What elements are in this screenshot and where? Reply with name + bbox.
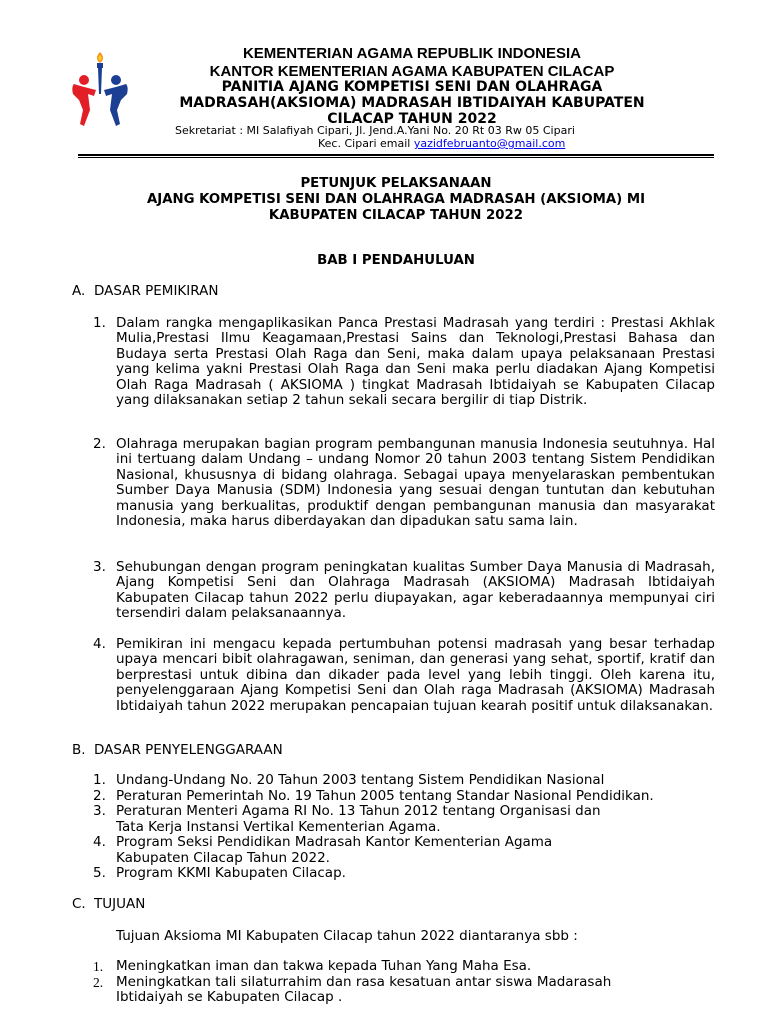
header-divider-thick [78,154,714,156]
list-number: 2. [93,436,106,452]
doc-title: PETUNJUK PELAKSANAAN [300,176,492,191]
section-c-heading [72,897,145,912]
list-number: 4. [93,636,106,652]
section-title: DASAR PEMIKIRAN [94,283,219,299]
letterhead-committee: PANITIA AJANG KOMPETISI SENI DAN OLAHRAGA [221,79,603,95]
list-number: 5. [93,865,106,881]
section-title: TUJUAN [94,896,146,912]
list-number: 2. [93,788,106,804]
list-number: 1. [93,315,106,331]
letterhead-contact [318,137,565,150]
paragraph: Dalam rangka mengaplikasikan Panca Prestasi Madrasah yang terdiri : Prestasi Akhlak Mulia,Prestasi Ilmu Keagamaan,Prestasi Sains dan Teknologi,Prestasi Bahasa dan Budaya serta Prestasi Olah Raga dan Seni, maka dalam upaya pelaksanaan Prestasi yang kelima yakni Prestasi Olah Raga dan Seni maka perlu diadakan Ajang Kompetisi Olah Raga Madrasah ( AKSIOMA ) tingkat Madrasah Ibtidaiyah se Kabupaten Cilacap yang dilaksanakan setiap 2 tahun sekali secara bergilir di tiap Distrik. [116,315,715,409]
logo-emblem [70,50,130,126]
list-number: 3. [93,803,106,819]
list-item-continued: Ibtidaiyah se Kabupaten Cilacap . [116,989,343,1005]
chapter-heading: BAB I PENDAHULUAN [317,253,475,268]
paragraph: Sehubungan dengan program peningkatan kualitas Sumber Daya Manusia di Madrasah, Ajang Kompetisi Seni dan Olahraga Madrasah (AKSIOMA) Madrasah Ibtidaiyah Kabupaten Cilacap tahun 2022 perlu diupayakan, agar keberadaannya mempunyai ciri tersendiri dalam pelaksanaannya. [116,559,715,622]
list-number: 1. [93,772,106,788]
section-title: DASAR PENYELENGGARAAN [94,742,283,758]
letterhead-committee-line3: CILACAP TAHUN 2022 [327,111,497,127]
list-item: Meningkatkan tali silaturrahim dan rasa kesatuan antar siswa Madarasah [116,974,612,990]
list-number: 2. [93,975,104,990]
list-item: Peraturan Pemerintah No. 19 Tahun 2005 tentang Standar Nasional Pendidikan. [116,788,654,804]
list-number: 4. [93,834,106,850]
paragraph: Olahraga merupakan bagian program pembangunan manusia Indonesia seutuhnya. Hal ini tertuang dalam Undang – undang Nomor 20 tahun 2003 tentang Sistem Pendidikan Nasional, khususnya di bidang olahraga. Sebagai upaya menyelaraskan pembentukan Sumber Daya Manusia (SDM) Indonesia yang sesuai dengan tuntutan dan kebutuhan manusia yang berkualitas, produktif dengan pembangunan manusia dan masyarakat Indonesia, maka harus diberdayakan dan dipadukan satu sama lain. [116,436,715,530]
section-b-heading [72,743,283,758]
section-letter: A. [72,283,86,299]
list-item: Program Seksi Pendidikan Madrasah Kantor Kementerian Agama [116,834,553,850]
list-item: Peraturan Menteri Agama RI No. 13 Tahun 2012 tentang Organisasi dan [116,803,601,819]
list-number: 3. [93,559,106,575]
doc-subtitle-line1: AJANG KOMPETISI SENI DAN OLAHRAGA MADRASAH (AKSIOMA) MI [146,192,646,207]
list-item: Meningkatkan iman dan takwa kepada Tuhan Yang Maha Esa. [116,958,532,974]
doc-subtitle-line2: KABUPATEN CILACAP TAHUN 2022 [268,208,524,223]
section-letter: B. [72,742,86,758]
list-item-continued: Kabupaten Cilacap Tahun 2022. [116,850,330,866]
contact-prefix: Kec. Cipari email [318,137,414,150]
letterhead-ministry: KEMENTERIAN AGAMA REPUBLIK INDONESIA [242,45,582,62]
section-letter: C. [72,896,86,912]
section-a-heading [72,284,218,299]
section-intro: Tujuan Aksioma MI Kabupaten Cilacap tahun 2022 diantaranya sbb : [116,928,578,944]
letterhead-address: Sekretariat : MI Salafiyah Cipari, Jl. Jend.A.Yani No. 20 Rt 03 Rw 05 Cipari [175,124,575,137]
header-divider-thin [78,157,714,158]
letterhead-office: KANTOR KEMENTERIAN AGAMA KABUPATEN CILACAP [209,63,615,80]
letterhead-committee-line2: MADRASAH(AKSIOMA) MADRASAH IBTIDAIYAH KABUPATEN [179,95,645,111]
email-link[interactable]: yazidfebruanto@gmail.com [413,137,566,150]
list-number: 1. [93,959,104,974]
list-item: Undang-Undang No. 20 Tahun 2003 tentang Sistem Pendidikan Nasional [116,772,605,788]
list-item: Program KKMI Kabupaten Cilacap. [116,865,346,881]
list-item-continued: Tata Kerja Instansi Vertikal Kementerian Agama. [116,819,441,835]
paragraph: Pemikiran ini mengacu kepada pertumbuhan potensi madrasah yang besar terhadap upaya mencari bibit olahragawan, seniman, dan generasi yang sehat, sportif, kratif dan berprestasi untuk dibina dan dikader pada level yang lebih tinggi. Oleh karena itu, penyelenggaraan Ajang Kompetisi Seni dan Olah raga Madrasah (AKSIOMA) Madrasah Ibtidaiyah tahun 2022 merupakan pencapaian tujuan kearah positif untuk dilaksanakan. [116,636,715,714]
